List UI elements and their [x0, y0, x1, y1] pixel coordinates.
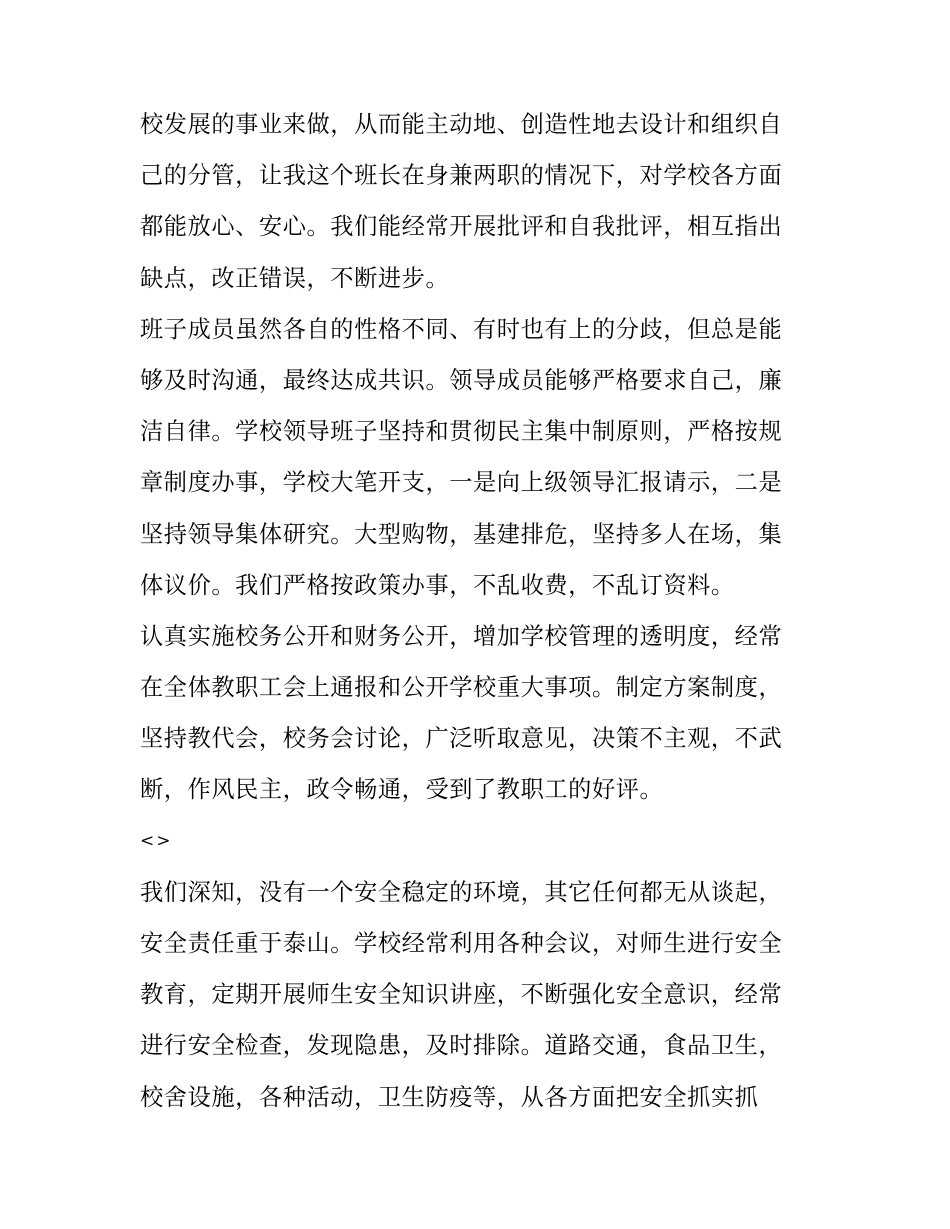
- section-marker: <>: [140, 830, 173, 851]
- text-line: 认真实施校务公开和财务公开，增加学校管理的透明度，经常: [140, 622, 783, 650]
- text-line: 缺点，改正错误，不断进步。: [140, 264, 450, 292]
- text-line: 章制度办事，学校大笔开支，一是向上级领导汇报请示，二是: [140, 469, 783, 497]
- text-line: 班子成员虽然各自的性格不同、有时也有上的分歧，但总是能: [140, 315, 783, 343]
- text-line: 坚持领导集体研究。大型购物，基建排危，坚持多人在场，集: [140, 520, 783, 548]
- text-line: 体议价。我们严格按政策办事，不乱收费，不乱订资料。: [140, 571, 735, 599]
- text-line: 坚持教代会，校务会讨论，广泛听取意见，决策不主观，不武: [140, 725, 783, 753]
- text-line: 洁自律。学校领导班子坚持和贯彻民主集中制原则，严格按规: [140, 418, 783, 446]
- text-line: 进行安全检查，发现隐患，及时排除。道路交通，食品卫生，: [140, 1032, 783, 1060]
- text-line: 教育，定期开展师生安全知识讲座，不断强化安全意识，经常: [140, 981, 783, 1009]
- text-line: 己的分管，让我这个班长在身兼两职的情况下，对学校各方面: [140, 162, 783, 190]
- text-line: 安全责任重于泰山。学校经常利用各种会议，对师生进行安全: [140, 930, 783, 957]
- text-line: 都能放心、安心。我们能经常开展批评和自我批评，相互指出: [140, 213, 783, 241]
- text-line: 够及时沟通，最终达成共识。领导成员能够严格要求自己，廉: [140, 366, 783, 394]
- text-line: 我们深知，没有一个安全稳定的环境，其它任何都无从谈起，: [140, 878, 783, 906]
- text-line: 校发展的事业来做，从而能主动地、创造性地去设计和组织自: [140, 111, 783, 138]
- body-text: [140, 99, 820, 1123]
- text-line: 在全体教职工会上通报和公开学校重大事项。制定方案制度，: [140, 674, 783, 702]
- text-line: 校舍设施，各种活动，卫生防疫等，从各方面把安全抓实抓: [140, 1083, 759, 1111]
- text-line: 断，作风民主，政令畅通，受到了教职工的好评。: [140, 776, 664, 804]
